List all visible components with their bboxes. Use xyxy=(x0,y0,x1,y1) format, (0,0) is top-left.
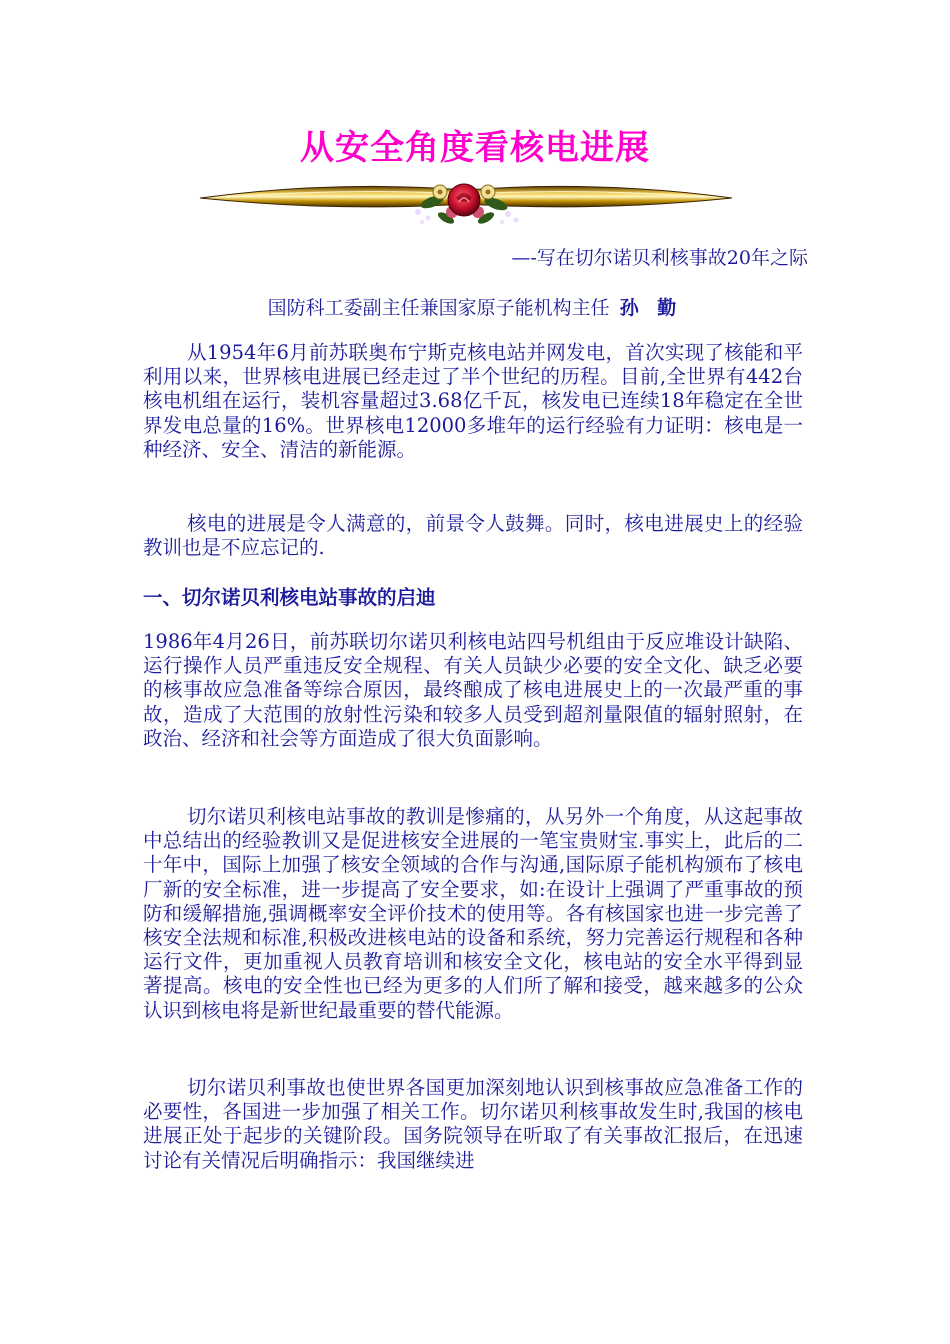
author-role: 国防科工委副主任兼国家原子能机构主任 xyxy=(267,297,610,319)
rose-ornament-divider-icon xyxy=(196,172,736,232)
paragraph-outlook: 核电的进展是令人满意的，前景令人鼓舞。同时，核电进展史上的经验教训也是不应忘记的. xyxy=(143,512,803,560)
paragraph-emergency: 切尔诺贝利事故也使世界各国更加深刻地认识到核事故应急准备工作的必要性，各国进一步加强了相关工作。切尔诺贝利核事故发生时,我国的核电进展正处于起步的关键阶段。国务院领导在听取了有关事故汇报后，在迅速讨论有关情况后明确指示：我国继续进 xyxy=(143,1076,803,1172)
subtitle: —-写在切尔诺贝利核事故20年之际 xyxy=(511,247,808,269)
paragraph-intro: 从1954年6月前苏联奥布宁斯克核电站并网发电，首次实现了核能和平利用以来，世界核电进展已经走过了半个世纪的历程。目前,全世界有442台核电机组在运行，装机容量超过3.68亿千瓦，核发电已连续18年稳定在全世界发电总量的16%。世界核电12000多堆年的运行经验有力证明：核电是一种经济、安全、清洁的新能源。 xyxy=(143,341,803,461)
section-heading: 一、切尔诺贝利核电站事故的启迪 xyxy=(143,586,436,609)
author-line xyxy=(0,293,950,323)
page-title: 从安全角度看核电进展 xyxy=(300,128,650,168)
paragraph-accident: 1986年4月26日，前苏联切尔诺贝利核电站四号机组由于反应堆设计缺陷、运行操作人员严重违反安全规程、有关人员缺少必要的安全文化、缺乏必要的核事故应急准备等综合原因，最终酿成了核电进展史上的一次最严重的事故，造成了大范围的放射性污染和较多人员受到超剂量限值的辐射照射，在政治、经济和社会等方面造成了很大负面影响。 xyxy=(143,630,803,750)
author-name: 孙 勤 xyxy=(619,297,683,319)
paragraph-lessons: 切尔诺贝利核电站事故的教训是惨痛的，从另外一个角度，从这起事故中总结出的经验教训又是促进核安全进展的一笔宝贵财宝.事实上，此后的二十年中，国际上加强了核安全领域的合作与沟通,国际原子能机构颁布了核电厂新的安全标准，进一步提高了安全要求，如:在设计上强调了严重事故的预防和缓解措施,强调概率安全评价技术的使用等。各有核国家也进一步完善了核安全法规和标准,积极改进核电站的设备和系统，努力完善运行规程和各种运行文件，更加重视人员教育培训和核安全文化，核电站的安全水平得到显著提高。核电的安全性也已经为更多的人们所了解和接受，越来越多的公众认识到核电将是新世纪最重要的替代能源。 xyxy=(143,805,803,1022)
